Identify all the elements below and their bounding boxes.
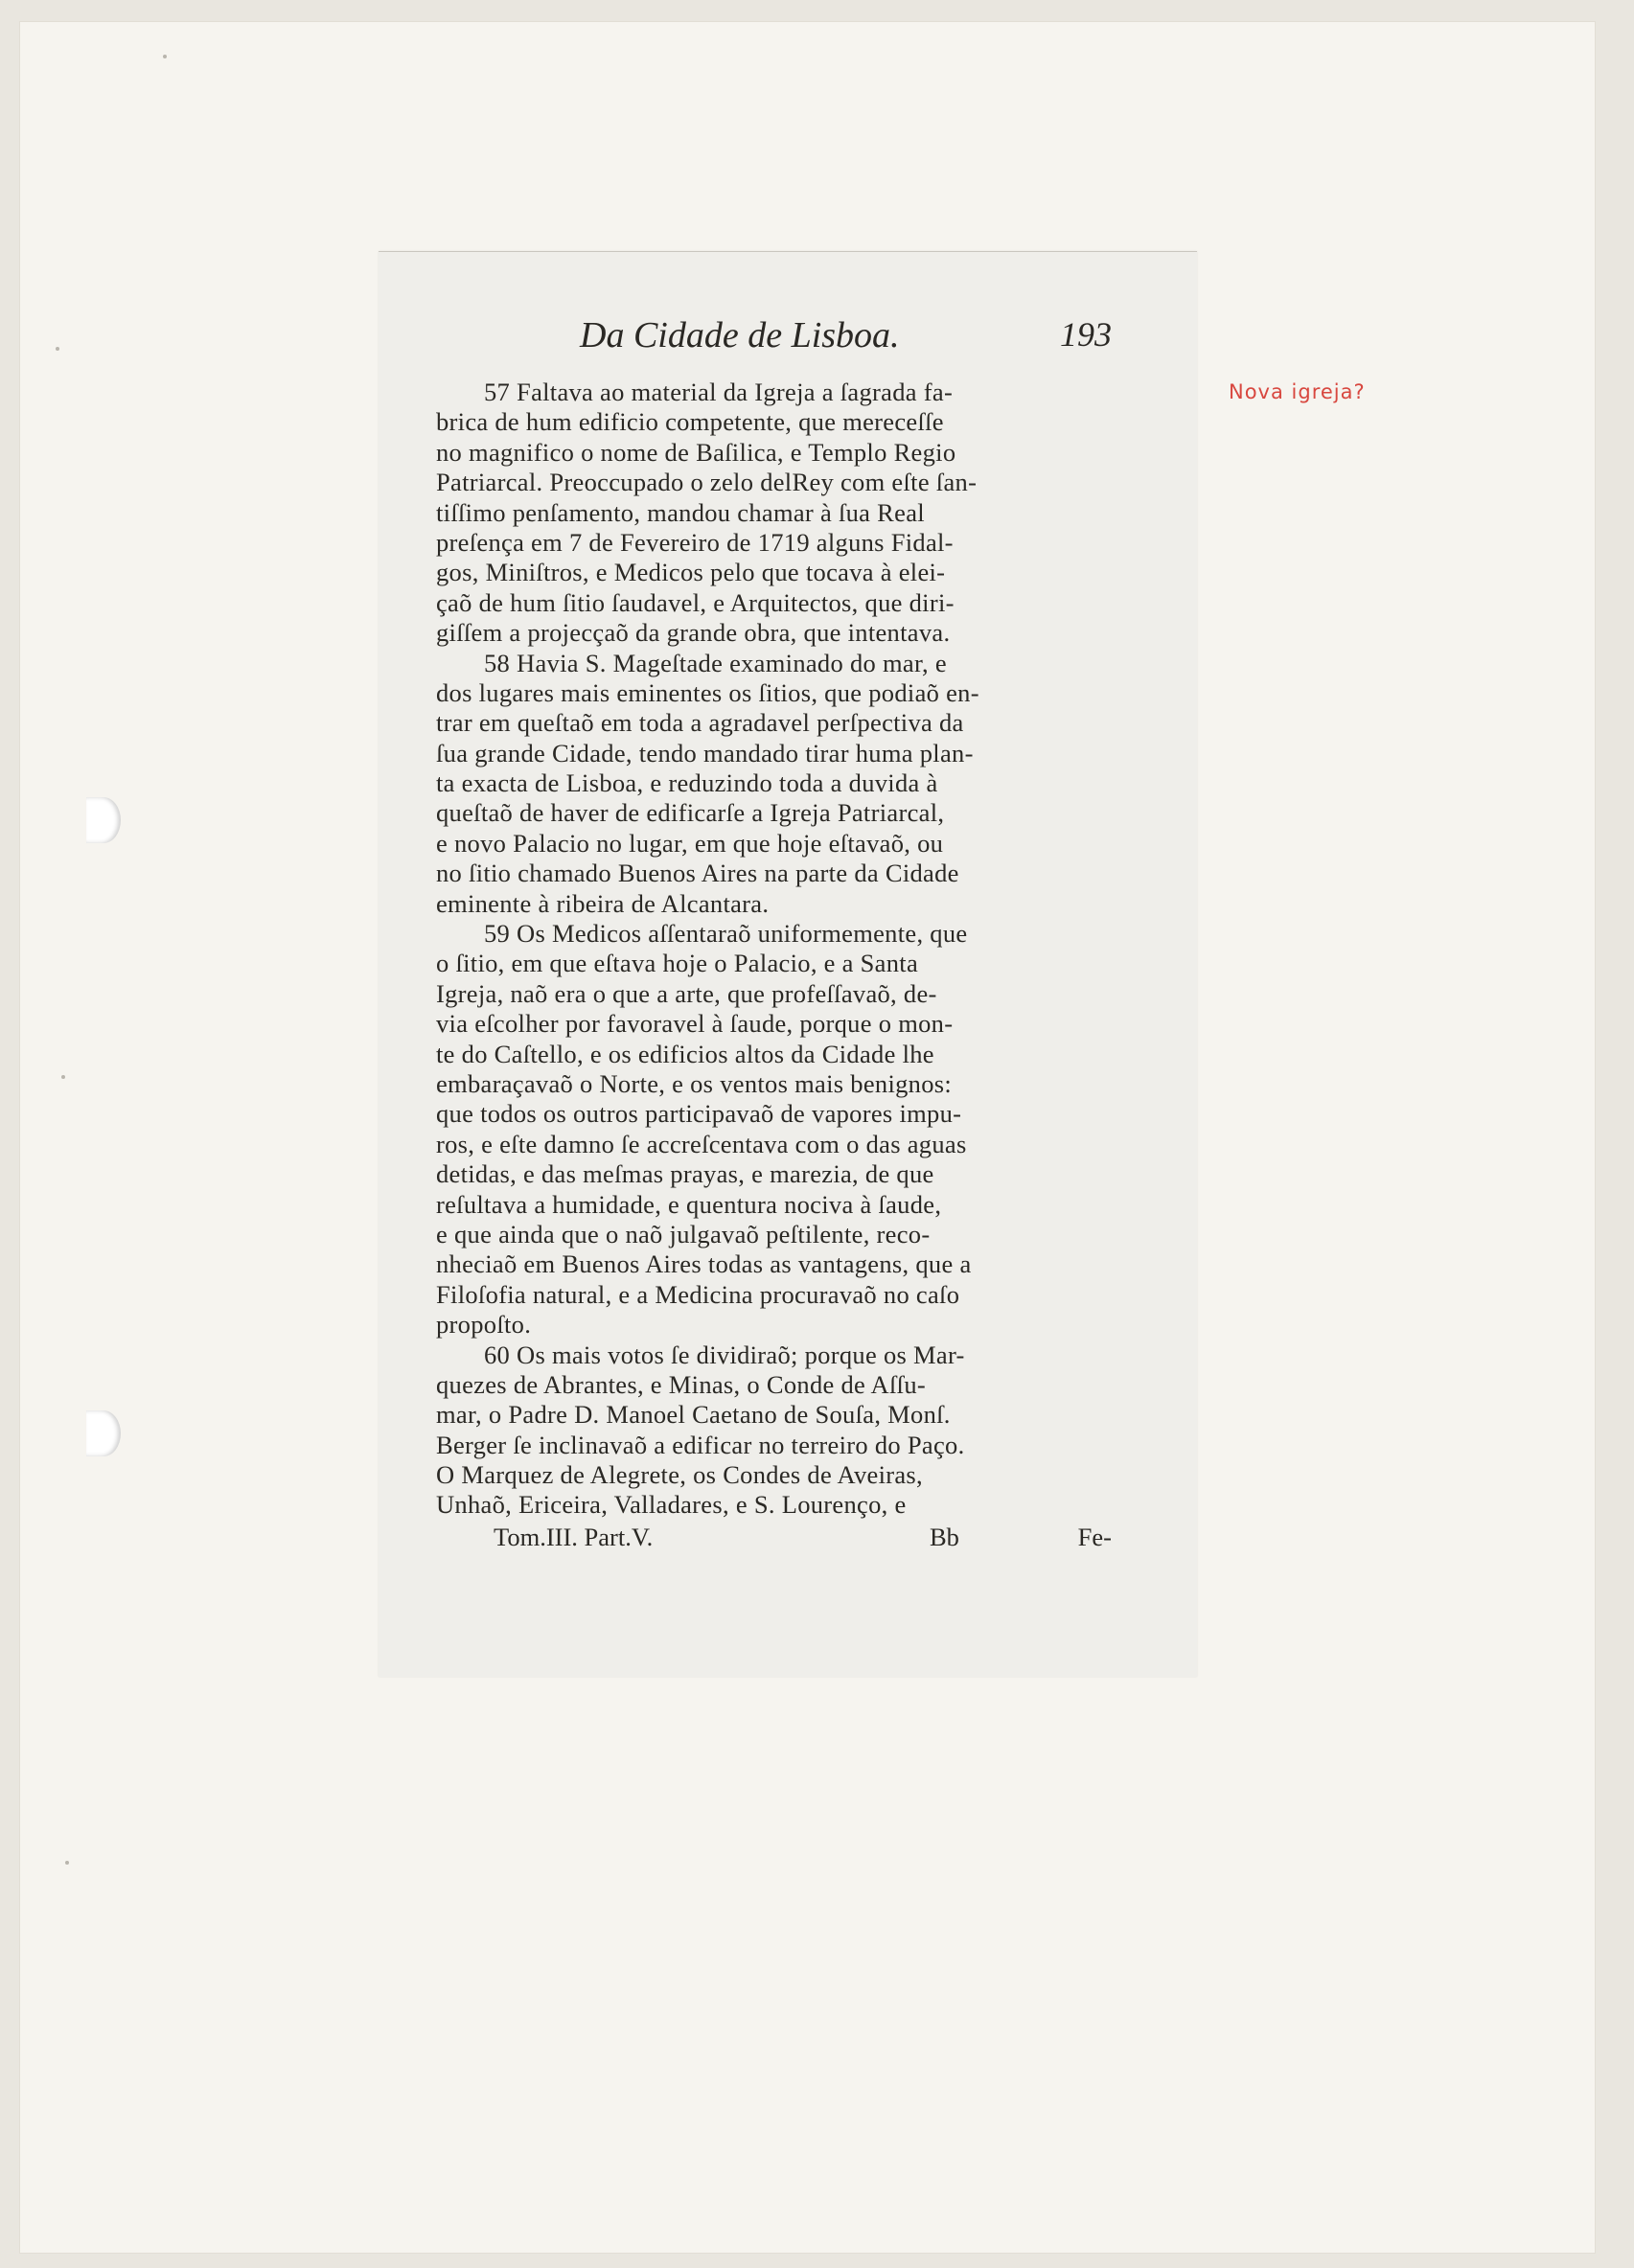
text-line: e que ainda que o naõ julgavaõ peſtilente, reco- [436, 1219, 931, 1249]
text-line: tiſſimo penſamento, mandou chamar à ſua Real [436, 497, 925, 527]
text-line: via eſcolher por favoravel à ſaude, porque o mon- [436, 1009, 954, 1039]
volume-label: Tom.III. Part.V. [494, 1522, 654, 1551]
text-line: reſultava a humidade, e quentura nociva à ſaude, [436, 1189, 942, 1219]
text-line: quezes de Abrantes, e Minas, o Conde de Aſſu- [436, 1369, 926, 1399]
punch-hole [86, 1410, 121, 1456]
page-header [436, 314, 1112, 372]
text-line: eminente à ribeira de Alcantara. [436, 888, 770, 918]
text-line: 59 Os Medicos aſſentaraõ uniformemente, que [484, 919, 968, 949]
paper-speck [163, 55, 167, 58]
text-line: nheciaõ em Buenos Aires todas as vantagens, que a [436, 1249, 972, 1279]
running-head: Da Cidade de Lisboa. [580, 315, 900, 355]
text-line: propoſto. [436, 1310, 532, 1340]
margin-annotation: Nova igreja? [1229, 380, 1366, 403]
text-line: trar em queſtaõ em toda a agradavel perſpectiva da [436, 708, 964, 738]
text-line: o ſitio, em que eſtava hoje o Palacio, e a Santa [436, 949, 919, 978]
catchword: Fe- [1077, 1522, 1112, 1551]
text-line: no ſitio chamado Buenos Aires na parte da Cidade [436, 859, 959, 888]
text-line: detidas, e das meſmas prayas, e marezia, de que [436, 1159, 934, 1189]
text-line: ros, e eſte damno ſe accreſcentava com o das aguas [436, 1129, 967, 1158]
text-line: e novo Palacio no lugar, em que hoje eſtavaõ, ou [436, 828, 944, 858]
text-line: Patriarcal. Preoccupado o zelo delRey com eſte ſan- [436, 468, 978, 497]
text-line: dos lugares mais eminentes os ſitios, que podiaõ en- [436, 677, 979, 707]
signature-mark: Bb [930, 1522, 959, 1551]
text-line: ta exacta de Lisboa, e reduzindo toda a duvida à [436, 768, 938, 798]
document-photo [379, 251, 1197, 1677]
text-line: Berger ſe inclinavaõ a edificar no terreiro do Paço. [436, 1430, 965, 1459]
book-page [436, 314, 1112, 1555]
text-line: Unhaõ, Ericeira, Valladares, e S. Lourenço, e [436, 1490, 907, 1520]
text-line: te do Caſtello, e os edificios altos da Cidade lhe [436, 1039, 934, 1068]
text-line: 57 Faltava ao material da Igreja a ſagrada fa- [484, 378, 954, 406]
punch-hole [86, 797, 121, 843]
text-line: gos, Miniſtros, e Medicos pelo que tocava à elei- [436, 558, 946, 587]
text-line: Filoſofia natural, e a Medicina procuravaõ no caſo [436, 1279, 960, 1309]
text-line: que todos os outros participavaõ de vapores impu- [436, 1099, 962, 1129]
text-line: 58 Havia S. Mageſtade examinado do mar, e [484, 648, 947, 677]
body-text [436, 378, 1112, 1521]
paper-speck [56, 347, 59, 351]
text-line: giſſem a projecçaõ da grande obra, que intentava. [436, 618, 951, 648]
paper-speck [61, 1075, 65, 1079]
text-line: queſtaõ de haver de edificarſe a Igreja Patriarcal, [436, 798, 945, 828]
text-line: 60 Os mais votos ſe dividiraõ; porque os Mar- [484, 1340, 965, 1369]
page-footer [436, 1523, 1112, 1555]
text-line: ſua grande Cidade, tendo mandado tirar huma plan- [436, 738, 974, 767]
paper-speck [65, 1861, 69, 1865]
text-line: çaõ de hum ſitio ſaudavel, e Arquitectos, que diri- [436, 587, 955, 617]
text-line: O Marquez de Alegrete, os Condes de Aveiras, [436, 1460, 923, 1490]
text-line: mar, o Padre D. Manoel Caetano de Souſa, Monſ. [436, 1400, 951, 1430]
text-line: preſença em 7 de Fevereiro de 1719 alguns Fidal- [436, 527, 954, 557]
text-line: brica de hum edificio competente, que mereceſſe [436, 407, 944, 437]
text-line: embaraçavaõ o Norte, e os ventos mais benignos: [436, 1068, 953, 1098]
text-line: no magnifico o nome de Baſilica, e Templo Regio [436, 437, 956, 467]
text-line: Igreja, naõ era o que a arte, que profeſſavaõ, de- [436, 978, 937, 1008]
album-sheet [19, 21, 1596, 2254]
page-number: 193 [1060, 315, 1112, 354]
